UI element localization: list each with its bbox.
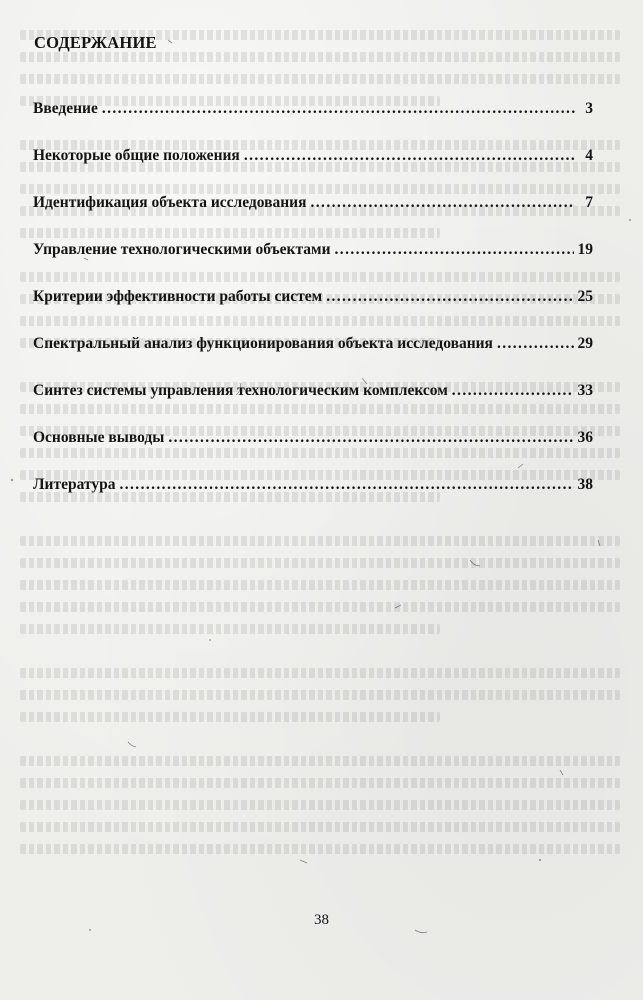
toc-entry-conclusions	[33, 429, 593, 449]
toc-leader-dots	[168, 429, 573, 447]
toc-entry-title: Синтез системы управления технологическим комплексом	[33, 382, 448, 399]
toc-leader-dots	[244, 147, 575, 165]
toc-entry-page: 36	[577, 429, 593, 446]
page-number: 38	[314, 912, 329, 928]
toc-entry-spectral-analysis	[33, 335, 593, 355]
toc-entry-page: 25	[577, 288, 593, 305]
toc-entry-page: 4	[585, 147, 593, 164]
toc-entry-page: 7	[585, 194, 593, 211]
page-title: СОДЕРЖАНИЕ	[34, 33, 157, 52]
table-of-contents	[33, 100, 593, 523]
toc-entry-page: 33	[577, 382, 593, 399]
toc-entry-introduction	[33, 100, 593, 120]
toc-entry-title: Основные выводы	[33, 429, 165, 446]
toc-leader-dots	[311, 194, 576, 212]
toc-entry-page: 19	[577, 241, 593, 258]
toc-leader-dots	[452, 382, 574, 400]
toc-entry-title: Критерии эффективности работы систем	[33, 288, 323, 305]
toc-entry-criteria	[33, 288, 593, 308]
toc-entry-page: 38	[577, 476, 593, 493]
toc-leader-dots	[335, 241, 574, 259]
toc-entry-general-provisions	[33, 147, 593, 167]
toc-entry-title: Литература	[33, 476, 116, 493]
toc-leader-dots	[497, 335, 574, 353]
toc-entry-literature	[33, 476, 593, 496]
toc-entry-page: 29	[577, 335, 593, 352]
toc-leader-dots	[326, 288, 573, 306]
toc-entry-page: 3	[585, 100, 593, 117]
toc-entry-title: Идентификация объекта исследования	[33, 194, 307, 211]
toc-leader-dots	[119, 476, 573, 494]
toc-entry-title: Введение	[33, 100, 98, 117]
toc-entry-title: Спектральный анализ функционирования объекта исследования	[33, 335, 493, 352]
toc-entry-title: Некоторые общие положения	[33, 147, 240, 164]
toc-entry-identification	[33, 194, 593, 214]
toc-leader-dots	[102, 100, 575, 118]
toc-entry-title: Управление технологическими объектами	[33, 241, 331, 258]
toc-entry-control	[33, 241, 593, 261]
toc-entry-synthesis	[33, 382, 593, 402]
